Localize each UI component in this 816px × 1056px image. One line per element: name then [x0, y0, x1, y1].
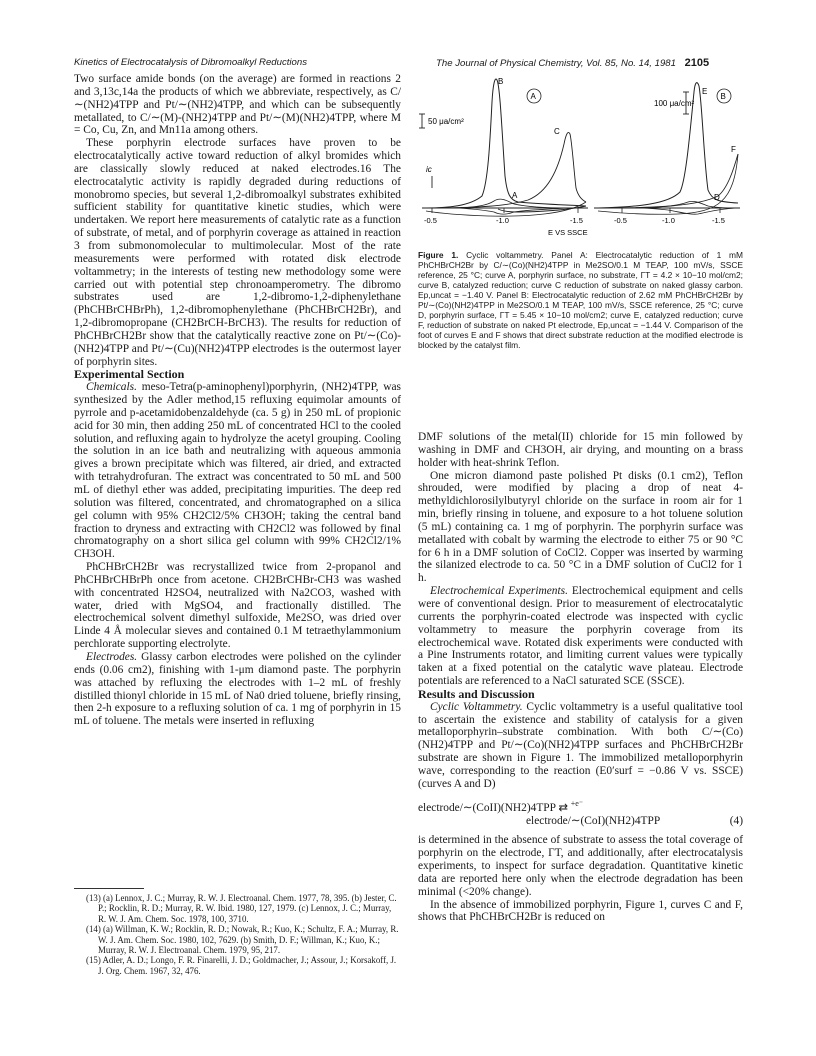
ee-text: Electrochemical equipment and cells were of conventional design. Prior to measurement of electrocatalytic currents the porphyrin-coated electrode was inspected with cyclic voltammetry to measure the porphyrin coverage from its electrochemical wave. Rotated disk experiments were conducted with a Pine Instruments rotator, and limiting current values were typically taken at a fixed potential on the catalytic wave plateau. Electrode potentials are referenced to a NaCl saturated SCE (SSCE). — [418, 585, 743, 688]
right-column — [418, 431, 743, 924]
running-header-journal — [436, 57, 709, 69]
intro-paragraph: Two surface amide bonds (on the average) are formed in reactions 2 and 3,13c,14a the products of which we abbreviate, respectively, as C/∼(NH2)4TPP and Pt/∼(NH2)4TPP, and which can be subsequently metallated, to C/∼(M)-(NH2)4TPP and Pt/∼(M)(NH2)4TPP, where M = Co, Cu, Zn, and Mn11a among others. — [74, 73, 401, 137]
dmf-paragraph: DMF solutions of the metal(II) chloride for 15 min followed by washing in DMF and CH3OH, air drying, and mounting on a brass holder with heat-shrink Teflon. — [418, 431, 743, 469]
ee-label: Electrochemical Experiments. — [430, 585, 568, 598]
chemicals-label: Chemicals. — [86, 381, 137, 394]
running-header-title: Kinetics of Electrocatalysis of Dibromoalkyl Reductions — [74, 57, 308, 68]
panel-a-tick-label-2: -1.0 — [496, 216, 509, 225]
naked-electrode-paragraph: In the absence of immobilized porphyrin, Figure 1, curves C and F, shows that PhCHBrCH2Br is reduced on — [418, 898, 743, 924]
curve-c — [426, 132, 586, 208]
panel-b-scale-label: 100 μa/cm² — [654, 99, 695, 108]
footnotes — [86, 893, 401, 976]
chemicals-paragraph — [74, 381, 401, 561]
caption-text: Cyclic voltammetry. Panel A: Electrocatalytic reduction of 1 mM PhCHBrCH2Br by C/∼(Co)(NH2)4TPP in Me2SO/0.1 M TEAP, 100 mV/s, SSCE reference, 25 °C; curve A, porphyrin surface, no substrate, ΓT = 4.2 × 10−10 mol/cm2; curve B, catalyzed reduction; curve C reduction of substrate on naked glassy carbon. Ep,uncat = −1.40 V. Panel B: Electrocatalytic reduction of 2.62 mM PhCHBrCH2Br by Pt/∼(Co)(NH2)4TPP in Me2SO/0.1 M TEAP, 100 mV/s, SSCE reference, 25 °C; curve D, porphyrin surface, ΓT = 5.45 × 10−10 mol/cm2; curve E, catalyzed reduction; curve F, reduction of substrate on naked Pt electrode, Ep,uncat = −1.44 V. Comparison of the foot of curves E and F shows that direct substrate reduction at the modified electrode is blocked by the catalyst film. — [418, 250, 744, 351]
curve-label-c: C — [554, 127, 560, 136]
equation-number: (4) — [729, 815, 743, 828]
footnote-14: (14) (a) Willman, K. W.; Rocklin, R. D.; Nowak, R.; Kuo, K.; Schultz, F. A.; Murray, R. W. J. Am. Chem. Soc. 1980, 102, 7629. (b) Smith, D. F.; Willman, K.; Kuo, K.; Murray, R. W. J. Electroanal. Chem. 1979, 95, 217. — [86, 924, 399, 956]
panel-a-tick-label-3: -1.5 — [570, 216, 583, 225]
panel-a-label: A — [530, 92, 536, 101]
curve-label-a: A — [512, 191, 518, 200]
electrochemical-experiments-paragraph — [418, 585, 743, 688]
electrodes-label: Electrodes. — [86, 650, 138, 663]
cyclic-voltammetry-paragraph — [418, 701, 743, 791]
curve-d — [638, 201, 736, 208]
figure-1-voltammograms — [418, 72, 742, 248]
footnote-13: (13) (a) Lennox, J. C.; Murray, R. W. J. Electroanal. Chem. 1977, 78, 395. (b) Jester, C. P.; Rocklin, R. D.; Murray, R. W. Ibid. 1980, 127, 1979. (c) Lennox, J. C.; Murray, R. W. J. Am. Chem. Soc. 1978, 100, 3710. — [86, 893, 397, 924]
panel-b-label: B — [720, 92, 726, 101]
cv-label: Cyclic Voltammetry. — [430, 700, 523, 713]
chemicals-text: meso-Tetra(p-aminophenyl)porphyrin, (NH2)4TPP, was synthesized by the Adler method,15 refluxing equimolar amounts of pyrrole and p-acetamidobenzaldehyde (ca. 5 g) in 250 mL of propionic acid for 30 min, then adding 250 mL of concentrated HCl to the cooled solution, and refluxing again to hydrolyze the acetyl grouping. Cooling the solution in an ice bath and neutralizing with aqueous ammonia gives a brown precipitate which was filtered, air dried, and extracted with tetrahydrofuran. The extract was concentrated to 50 mL and 500 mL of diethyl ether was added, precipitating impurities. The deep red solution was filtered, concentrated, and chromatographed on a silica gel column with 95% CH2Cl2/5% CH3OH; taking the central band fraction to dryness and extracting with CH2Cl2 was followed by final chromatography on a short silica gel column with 99% CH2Cl2/1% CH3OH. — [74, 381, 401, 561]
coverage-paragraph: is determined in the absence of substrate to assess the total coverage of porphyrin on the electrode, ΓT, and additionally, after electrocatalysis experiments, to inspect for surface degradation. Quantitative kinetic data are reported here only when the electrode degradation has been minimal (<20% change). — [418, 834, 743, 898]
curve-label-e: E — [702, 87, 708, 96]
panel-b-tick-label-3: -1.5 — [712, 216, 725, 225]
figure-1-caption — [418, 250, 743, 350]
curve-label-b: B — [498, 77, 504, 86]
equation-4 — [418, 797, 743, 829]
curve-b — [426, 79, 586, 208]
panel-b — [594, 83, 740, 225]
curve-label-f: F — [731, 145, 736, 154]
electrodes-text: Glassy carbon electrodes were polished on the cylinder ends (0.06 cm2), finishing with 1-μm diamond paste. The porphyrin was attached by refluxing the electrodes with 1–2 mL of freshly distilled thionyl chloride in 15 mL of Na0 dried toluene, briefly rinsing, then 2-h exposure to a refluxing solution of ca. 1 mg of porphyrin in 15 mL of toluene. The metals were inserted in refluxing — [74, 650, 401, 728]
electrodes-paragraph — [74, 651, 401, 728]
results-section-heading: Results and Discussion — [418, 686, 535, 701]
panel-a-scale-label: 50 μa/cm² — [428, 117, 464, 126]
footnote-15: (15) Adler, A. D.; Longo, F. R. Finarelli, J. D.; Goldmacher, J.; Assour, J.; Korsakoff, J. J. Org. Chem. 1967, 32, 476. — [86, 955, 397, 976]
panel-a-tick-label-1: -0.5 — [424, 216, 437, 225]
footnote-rule — [74, 888, 144, 889]
ic-label: ic — [426, 165, 432, 174]
curve-label-d: D — [714, 193, 720, 202]
equation-left: electrode/∼(CoII)(NH2)4TPP ⇄ — [418, 801, 568, 814]
panel-b-tick-label-1: -0.5 — [614, 216, 627, 225]
left-column — [74, 73, 401, 728]
equation-right: electrode/∼(CoI)(NH2)4TPP — [526, 815, 661, 828]
journal-citation: The Journal of Physical Chemistry, Vol. 85, No. 14, 1981 — [436, 58, 676, 69]
recrystallization-paragraph: PhCHBrCH2Br was recrystallized twice from 2-propanol and PhCHBrCHBrPh once from acetone. CH2BrCHBr-CH3 was washed with concentrated H2SO4, neutralized with Na2CO3, washed with water, dried with MgSO4, and fractionally distilled. The electrochemical solvent dimethyl sulfoxide, Me2SO, was dried over Linde 4 Å molecular sieves and contained 0.1 M tetraethylammonium perchlorate supporting electrolyte. — [74, 561, 401, 651]
experimental-section-heading: Experimental Section — [74, 367, 185, 382]
equation-electron: +e⁻ — [570, 798, 584, 808]
page-number: 2105 — [684, 57, 710, 69]
x-axis-label: E VS SSCE — [548, 228, 588, 237]
caption-label: Figure 1. — [418, 250, 459, 260]
pt-disk-paragraph: One micron diamond paste polished Pt disks (0.1 cm2), Teflon shrouded, were modified by placing a drop of neat 4-methyldichlorosilylbutyryl chloride on the surface in room air for 1 min, briefly rinsing in toluene, and exposure to a hot toluene solution (5 mL) containing ca. 1 mg of porphyrin. The porphyrin surface was metallated with cobalt by warming the electrode to either 75 or 90 °C for 6 h in a DMF solution of CoCl2. Copper was inserted by warming the silanized electrode to ca. 50 °C in a DMF solution of CuCl2 for 1 h. — [418, 469, 743, 585]
panel-a — [419, 77, 588, 225]
electrocatalysis-paragraph: These porphyrin electrode surfaces have proven to be electrocatalytically active toward reduction of alkyl bromides which are classically slowly reduced at naked electrodes.16 The electrocatalytic activity is rapidly degraded during reductions of monobromo species, but several 1,2-dibromoalkyl substrates exhibited sufficient stability for quantitative kinetic studies, which were undertaken. We report here measurements of catalytic rate as a function of substrate, of metal, and of porphyrin coverage as attained in reaction 3 from submonomolecular to multimolecular. Most of the rate measurements were performed with rotated disk electrode voltammetry; in the interests of testing new methodology some were carried out with potential step chronoamperometry. The dibromo substrates used are 1,2-dibromo-1,2-diphenylethane (PhCHBrCHBrPh), 1,2-dibromophenylethane (PhCHBrCH2Br), and 1,2-dibromopropane (CH2BrCH-BrCH3). The results for reduction of PhCHBrCH2Br show that the catalytically reactive zone on Pt/∼(Co)-(NH2)4TPP and Pt/∼(Cu)(NH2)4TPP electrodes is the outermost layer of porphyrin sites. — [74, 137, 401, 368]
panel-b-tick-label-2: -1.0 — [662, 216, 675, 225]
cv-text: Cyclic voltammetry is a useful qualitative tool to ascertain the existence and stability of catalysis for a given metalloporphyrin–substrate combination. With both C/∼(Co)(NH2)4TPP and Pt/∼(Co)(NH2)4TPP surfaces and PhCHBrCH2Br substrate are shown in Figure 1. The immobilized metalloporphyrin wave, corresponding to the reaction (E0′surf = −0.86 V vs. SSCE) (curves A and D) — [418, 700, 743, 790]
